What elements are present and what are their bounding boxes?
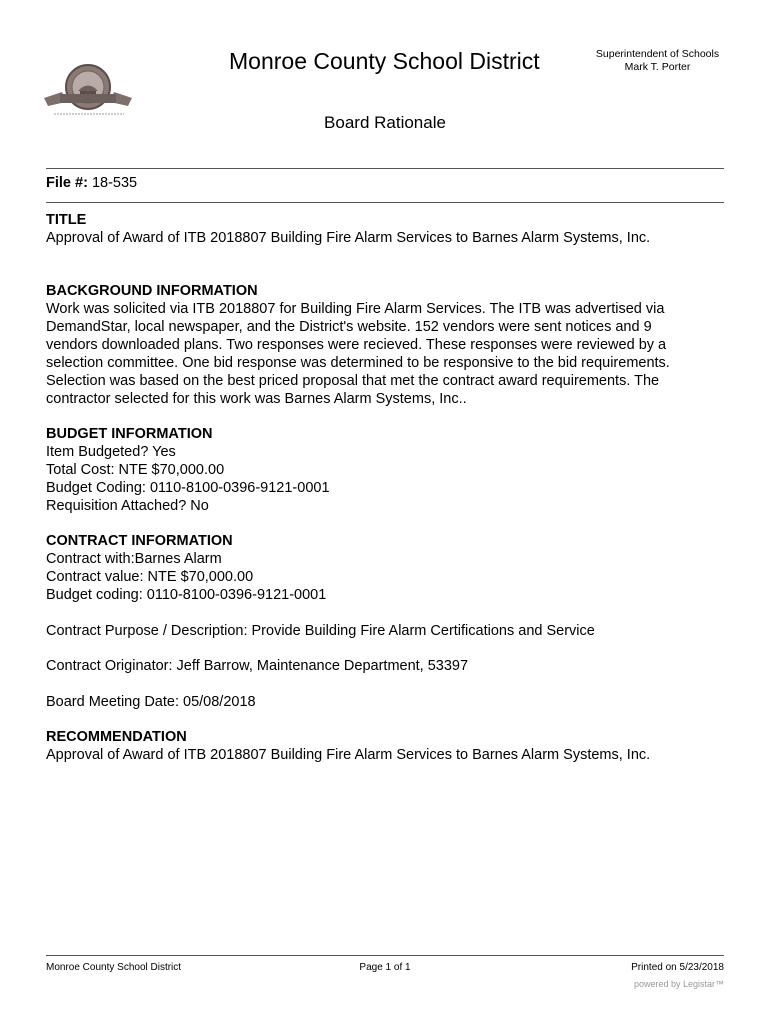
budget-line: Item Budgeted? Yes bbox=[46, 444, 176, 460]
section-heading: CONTRACT INFORMATION bbox=[46, 533, 233, 549]
title-section bbox=[46, 211, 726, 247]
budget-line: Budget Coding: 0110-8100-0396-9121-0001 bbox=[46, 480, 330, 496]
section-heading: TITLE bbox=[46, 212, 87, 228]
background-line: Selection was based on the best priced proposal that met the contract award requirements. The bbox=[46, 373, 660, 389]
district-seal-logo bbox=[40, 58, 140, 120]
divider bbox=[46, 168, 724, 169]
footer-district: Monroe County School District bbox=[46, 962, 182, 973]
contract-line: Contract value: NTE $70,000.00 bbox=[46, 569, 254, 585]
contract-line: Budget coding: 0110-8100-0396-9121-0001 bbox=[46, 587, 327, 603]
divider bbox=[46, 202, 724, 203]
background-line: selection committee. One bid response was determined to be responsive to the bid requirements. bbox=[46, 355, 670, 371]
footer-printed-date: Printed on 5/23/2018 bbox=[631, 962, 724, 973]
contract-line: Contract with:Barnes Alarm bbox=[46, 551, 222, 567]
background-line: contractor selected for this work was Barnes Alarm Systems, Inc.. bbox=[46, 391, 467, 407]
superintendent-title: Superintendent of Schools bbox=[595, 48, 720, 60]
background-section bbox=[46, 282, 726, 408]
footer-divider bbox=[46, 955, 724, 956]
background-line: vendors downloaded plans. Two responses were recieved. These responses were reviewed by a bbox=[46, 337, 667, 353]
recommendation-section bbox=[46, 728, 726, 764]
page-title: Monroe County School District bbox=[229, 48, 540, 74]
budget-line: Total Cost: NTE $70,000.00 bbox=[46, 462, 225, 478]
seal-icon bbox=[40, 58, 140, 120]
section-heading: BUDGET INFORMATION bbox=[46, 426, 213, 442]
superintendent-block bbox=[590, 48, 725, 74]
contract-originator: Contract Originator: Jeff Barrow, Maintenance Department, 53397 bbox=[46, 658, 469, 674]
background-line: DemandStar, local newspaper, and the District's website. 152 vendors were sent notices and 9 bbox=[46, 319, 652, 335]
superintendent-name: Mark T. Porter bbox=[624, 61, 691, 73]
section-heading: BACKGROUND INFORMATION bbox=[46, 283, 258, 299]
file-label: File #: bbox=[46, 175, 88, 191]
section-heading: RECOMMENDATION bbox=[46, 729, 187, 745]
contract-section bbox=[46, 532, 726, 604]
file-number: 18-535 bbox=[91, 175, 138, 191]
document-type: Board Rationale bbox=[324, 113, 446, 132]
budget-section bbox=[46, 425, 726, 515]
board-meeting-date: Board Meeting Date: 05/08/2018 bbox=[46, 694, 256, 710]
recommendation-text: Approval of Award of ITB 2018807 Building Fire Alarm Services to Barnes Alarm Systems, Inc. bbox=[46, 747, 651, 763]
background-line: Work was solicited via ITB 2018807 for Building Fire Alarm Services. The ITB was advertised via bbox=[46, 301, 665, 317]
file-number-line bbox=[46, 175, 137, 191]
contract-purpose: Contract Purpose / Description: Provide Building Fire Alarm Certifications and Service bbox=[46, 623, 595, 639]
footer-powered-by: powered by Legistar™ bbox=[633, 979, 724, 989]
title-text: Approval of Award of ITB 2018807 Building Fire Alarm Services to Barnes Alarm Systems, Inc. bbox=[46, 230, 651, 246]
footer-page-number: Page 1 of 1 bbox=[359, 962, 411, 973]
budget-line: Requisition Attached? No bbox=[46, 498, 209, 514]
